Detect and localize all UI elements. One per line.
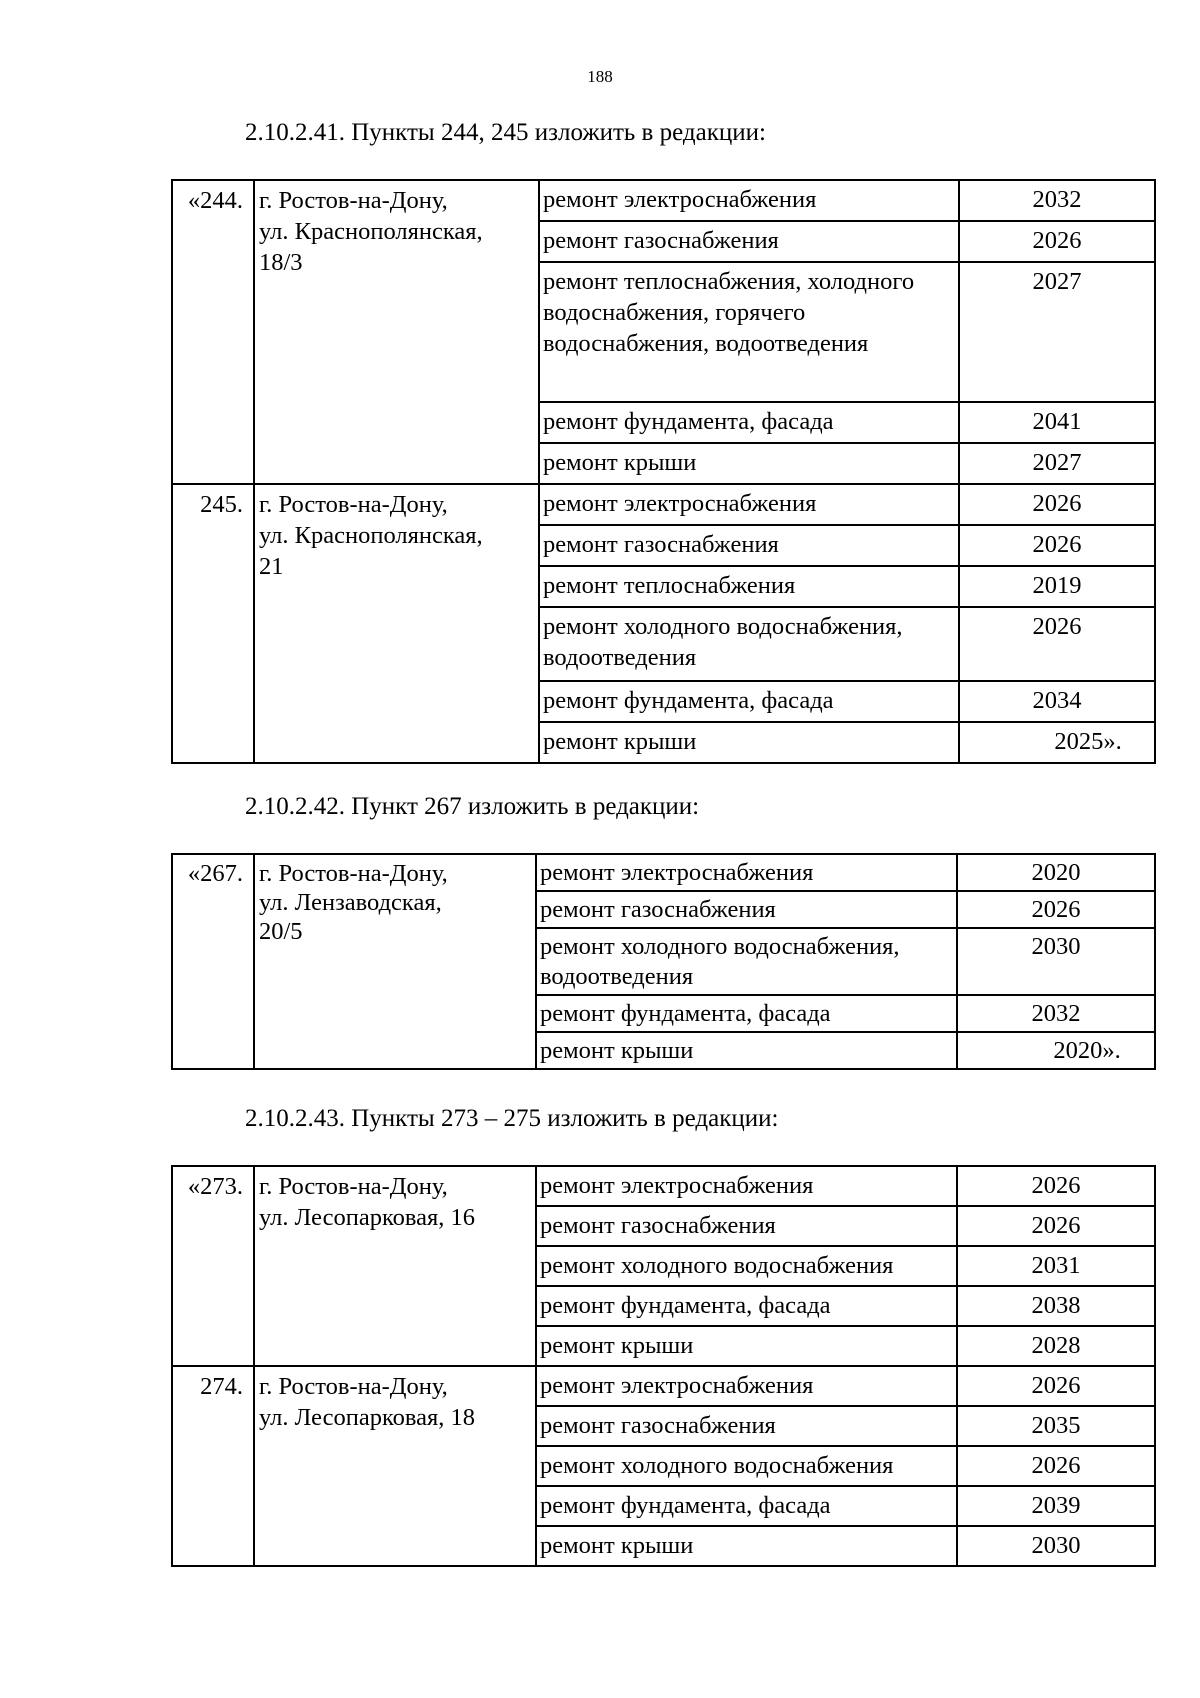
work-year: 2027 xyxy=(959,443,1155,484)
work-year: 2026 xyxy=(957,1446,1155,1486)
work-year: 2020 xyxy=(957,854,1155,891)
work-type: ремонт электроснабжения xyxy=(536,854,957,891)
clause-heading-2-10-2-42: 2.10.2.42. Пункт 267 изложить в редакции: xyxy=(245,793,700,820)
work-type: ремонт электроснабжения xyxy=(536,1366,957,1406)
work-type: ремонт газоснабжения xyxy=(536,1206,957,1246)
item-address xyxy=(254,854,536,1069)
page-number: 188 xyxy=(587,67,613,86)
work-year: 2026 xyxy=(959,607,1155,681)
work-year: 2026 xyxy=(957,1166,1155,1206)
work-year xyxy=(957,1032,1155,1069)
clause-heading-2-10-2-41: 2.10.2.41. Пункты 244, 245 изложить в редакции: xyxy=(245,119,766,146)
table-row xyxy=(172,1366,1155,1406)
work-year-value: 2025». xyxy=(1054,728,1122,755)
address-building: 18/3 xyxy=(259,249,303,276)
item-address xyxy=(254,1166,536,1366)
work-year-value: 2020». xyxy=(1053,1037,1121,1064)
work-year: 2041 xyxy=(959,402,1155,443)
schedule-table-244-245 xyxy=(171,179,1156,764)
work-type: ремонт электроснабжения xyxy=(536,1166,957,1206)
address-street: ул. Лесопарковая, 16 xyxy=(259,1204,475,1231)
work-year: 2030 xyxy=(957,1526,1155,1566)
work-type: ремонт холодного водоснабжения xyxy=(536,1246,957,1286)
item-number: «244. xyxy=(172,180,254,484)
work-year: 2032 xyxy=(957,995,1155,1032)
item-address xyxy=(254,484,539,763)
item-number: 245. xyxy=(172,484,254,763)
work-year: 2026 xyxy=(959,221,1155,262)
work-year: 2032 xyxy=(959,180,1155,221)
work-type: ремонт теплоснабжения xyxy=(539,566,959,607)
work-type: ремонт фундамента, фасада xyxy=(539,681,959,722)
item-number: 274. xyxy=(172,1366,254,1566)
work-type: ремонт фундамента, фасада xyxy=(536,995,957,1032)
table-row xyxy=(172,1166,1155,1206)
work-year: 2019 xyxy=(959,566,1155,607)
address-street: ул. Краснополянская, xyxy=(259,218,483,245)
work-type: ремонт крыши xyxy=(536,1032,957,1069)
work-year: 2026 xyxy=(957,1366,1155,1406)
work-type: ремонт крыши xyxy=(539,722,959,763)
work-year: 2039 xyxy=(957,1486,1155,1526)
address-city: г. Ростов-на-Дону, xyxy=(259,860,448,887)
table-row xyxy=(172,854,1155,891)
item-number: «273. xyxy=(172,1166,254,1366)
item-address xyxy=(254,1366,536,1566)
work-year: 2035 xyxy=(957,1406,1155,1446)
work-type: ремонт электроснабжения xyxy=(539,484,959,525)
work-type: ремонт холодного водоснабжения xyxy=(536,1446,957,1486)
table-row xyxy=(172,180,1155,221)
address-city: г. Ростов-на-Дону, xyxy=(259,1373,448,1400)
work-type: ремонт фундамента, фасада xyxy=(536,1486,957,1526)
address-city: г. Ростов-на-Дону, xyxy=(259,1173,448,1200)
schedule-table-267 xyxy=(171,853,1156,1070)
work-type: ремонт теплоснабжения, холодного водоснабжения, горячего водоснабжения, водоотведения xyxy=(539,262,959,402)
work-type: ремонт газоснабжения xyxy=(539,525,959,566)
clause-heading-2-10-2-43: 2.10.2.43. Пункты 273 – 275 изложить в редакции: xyxy=(245,1105,779,1132)
address-city: г. Ростов-на-Дону, xyxy=(259,187,448,214)
work-year: 2030 xyxy=(957,928,1155,995)
work-type: ремонт газоснабжения xyxy=(539,221,959,262)
work-year: 2026 xyxy=(957,1206,1155,1246)
work-year: 2028 xyxy=(957,1326,1155,1366)
work-type: ремонт газоснабжения xyxy=(536,891,957,928)
schedule-table-273-275 xyxy=(171,1165,1156,1567)
work-type: ремонт электроснабжения xyxy=(539,180,959,221)
work-year: 2026 xyxy=(959,525,1155,566)
work-type: ремонт крыши xyxy=(536,1326,957,1366)
table-row xyxy=(172,484,1155,525)
work-year: 2031 xyxy=(957,1246,1155,1286)
item-address xyxy=(254,180,539,484)
work-year: 2026 xyxy=(957,891,1155,928)
address-street: ул. Краснополянская, xyxy=(259,522,483,549)
work-type: ремонт крыши xyxy=(539,443,959,484)
address-street: ул. Лесопарковая, 18 xyxy=(259,1404,475,1431)
work-year: 2038 xyxy=(957,1286,1155,1326)
address-city: г. Ростов-на-Дону, xyxy=(259,491,448,518)
address-building: 21 xyxy=(259,553,284,580)
work-type: ремонт холодного водоснабжения, водоотведения xyxy=(536,928,957,995)
address-building: 20/5 xyxy=(259,918,303,945)
work-type: ремонт холодного водоснабжения, водоотведения xyxy=(539,607,959,681)
work-type: ремонт крыши xyxy=(536,1526,957,1566)
work-type: ремонт фундамента, фасада xyxy=(539,402,959,443)
work-year: 2026 xyxy=(959,484,1155,525)
work-year: 2027 xyxy=(959,262,1155,402)
address-street: ул. Лензаводская, xyxy=(259,889,442,916)
work-year xyxy=(959,722,1155,763)
work-type: ремонт газоснабжения xyxy=(536,1406,957,1446)
work-type: ремонт фундамента, фасада xyxy=(536,1286,957,1326)
item-number: «267. xyxy=(172,854,254,1069)
work-year: 2034 xyxy=(959,681,1155,722)
